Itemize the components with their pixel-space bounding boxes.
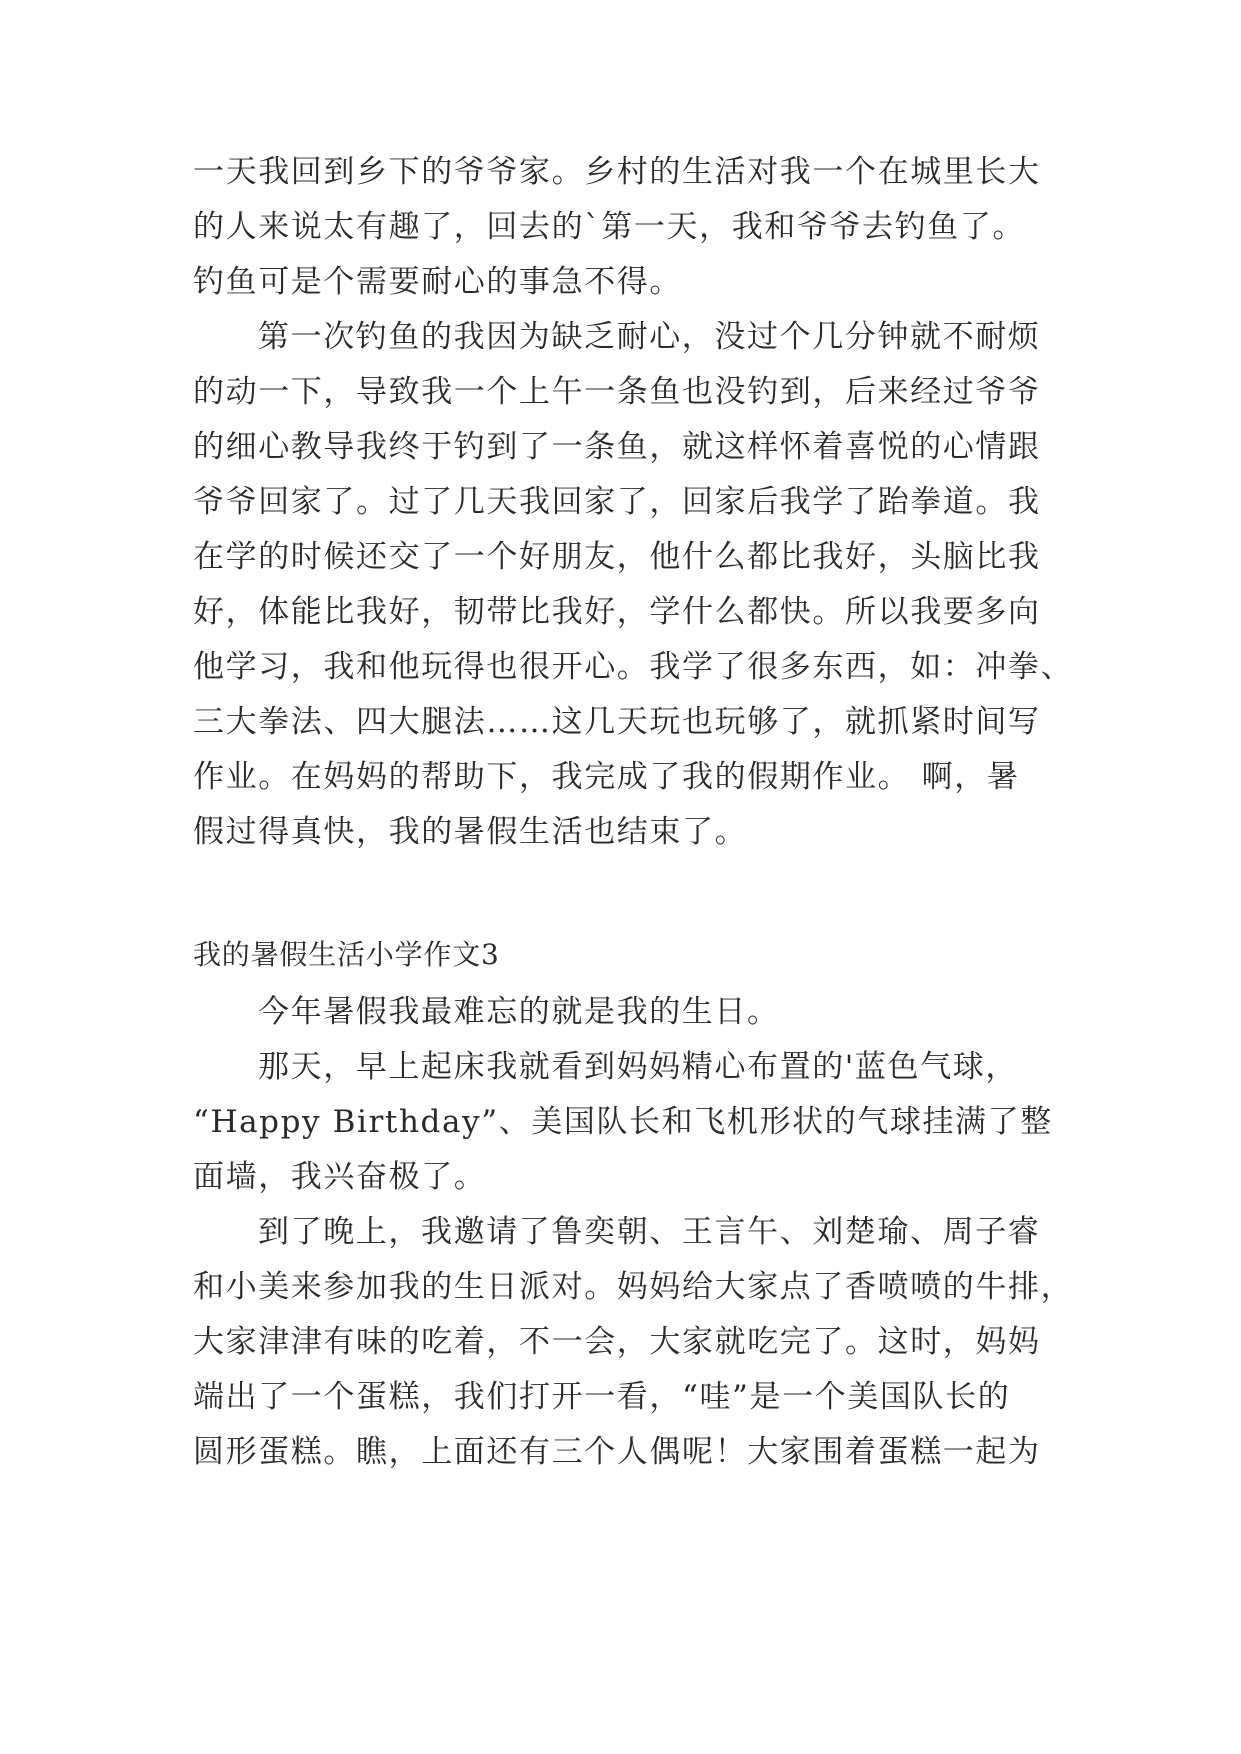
- text-line: 第一次钓鱼的我因为缺乏耐心，没过个几分钟就不耐烦: [258, 319, 1041, 355]
- section-heading: 我的暑假生活小学作文3: [193, 938, 500, 971]
- text-line: 到了晚上，我邀请了鲁奕朝、王言午、刘楚瑜、周子睿: [258, 1214, 1041, 1250]
- text-line: 三大拳法、四大腿法……这几天玩也玩够了，就抓紧时间写: [193, 704, 1041, 740]
- text-line: 那天，早上起床我就看到妈妈精心布置的'蓝色气球，: [258, 1049, 1018, 1085]
- text-line: 今年暑假我最难忘的就是我的生日。: [258, 994, 780, 1030]
- text-line: 他学习，我和他玩得也很开心。我学了很多东西，如：冲拳、: [193, 649, 1074, 685]
- text-line: 爷爷回家了。过了几天我回家了，回家后我学了跆拳道。我: [193, 484, 1041, 520]
- text-line: 作业。在妈妈的帮助下，我完成了我的假期作业。 啊，暑: [193, 759, 1020, 795]
- text-line: 钓鱼可是个需要耐心的事急不得。: [193, 264, 682, 300]
- text-line: 圆形蛋糕。瞧，上面还有三个人偶呢！大家围着蛋糕一起为: [193, 1434, 1041, 1470]
- text-line: 的细心教导我终于钓到了一条鱼，就这样怀着喜悦的心情跟: [193, 429, 1041, 465]
- text-line: 在学的时候还交了一个好朋友，他什么都比我好，头脑比我: [193, 539, 1041, 575]
- text-line: 大家津津有味的吃着，不一会，大家就吃完了。这时，妈妈: [193, 1324, 1041, 1360]
- text-line: 假过得真快，我的暑假生活也结束了。: [193, 814, 748, 850]
- text-line: “Happy Birthday”、美国队长和飞机形状的气球挂满了整: [193, 1104, 1053, 1140]
- text-line: 端出了一个蛋糕，我们打开一看，“哇”是一个美国队长的: [193, 1379, 1011, 1415]
- text-line: 的人来说太有趣了，回去的`第一天，我和爷爷去钓鱼了。: [193, 209, 1026, 245]
- text-line: 好，体能比我好，韧带比我好，学什么都快。所以我要多向: [193, 594, 1041, 630]
- text-line: 面墙，我兴奋极了。: [193, 1159, 487, 1195]
- text-line: 和小美来参加我的生日派对。妈妈给大家点了香喷喷的牛排，: [193, 1269, 1074, 1305]
- text-line: 的动一下，导致我一个上午一条鱼也没钓到，后来经过爷爷: [193, 374, 1041, 410]
- text-line: 一天我回到乡下的爷爷家。乡村的生活对我一个在城里长大: [193, 154, 1041, 190]
